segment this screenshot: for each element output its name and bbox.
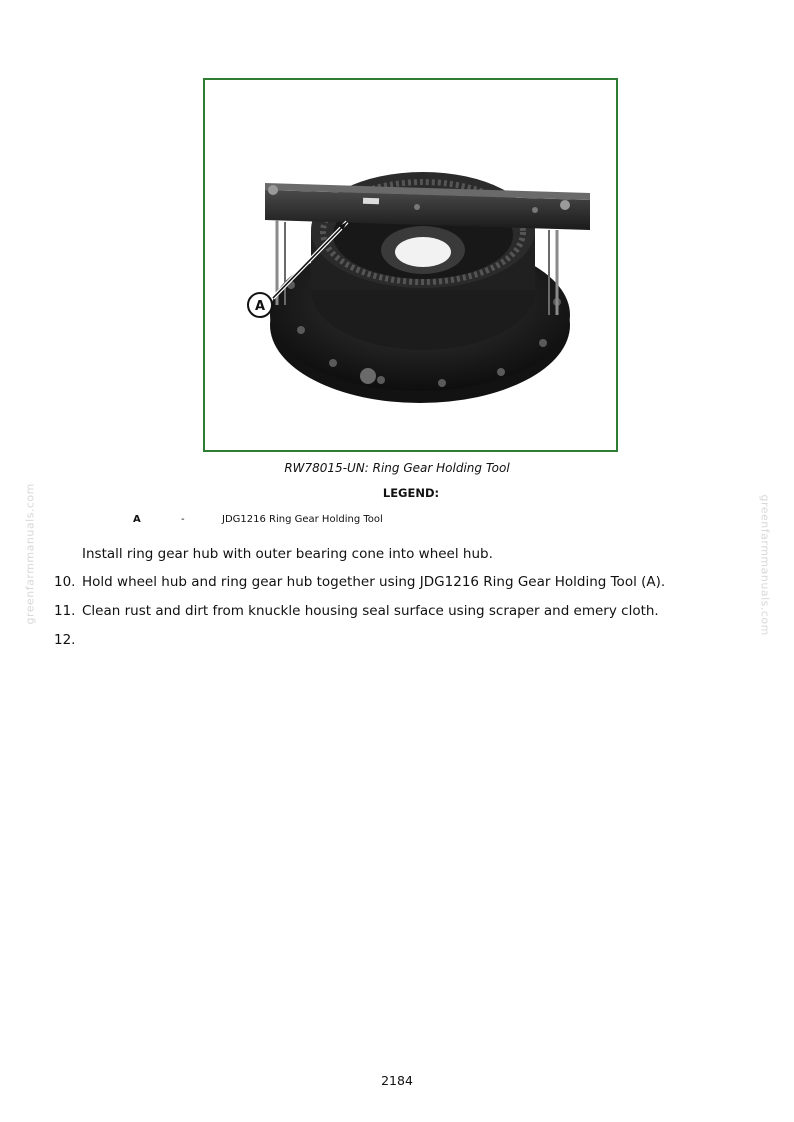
step-text: Clean rust and dirt from knuckle housing seal surface using scraper and emery cloth. bbox=[82, 603, 659, 619]
step-item bbox=[0, 602, 720, 620]
legend-description: JDG1216 Ring Gear Holding Tool bbox=[222, 514, 383, 525]
legend-item bbox=[0, 514, 794, 528]
step-text: Hold wheel hub and ring gear hub together using JDG1216 Ring Gear Holding Tool (A). bbox=[82, 574, 666, 590]
figure-frame bbox=[203, 78, 618, 452]
step-item bbox=[0, 631, 720, 649]
step-number: 11. bbox=[54, 603, 76, 619]
legend-title: LEGEND: bbox=[382, 486, 440, 500]
ring-gear-holding-tool-photo bbox=[205, 80, 616, 450]
legend-separator: - bbox=[181, 514, 185, 525]
step-item bbox=[0, 573, 720, 591]
figure-caption: RW78015-UN: Ring Gear Holding Tool bbox=[284, 461, 510, 475]
legend-key: A bbox=[133, 514, 141, 525]
callout-letter-a: A bbox=[254, 299, 266, 314]
watermark-left: greenfarmmanuals.com bbox=[23, 483, 37, 625]
watermark-right: greenfarmmanuals.com bbox=[758, 494, 772, 636]
page-number: 2184 bbox=[381, 1073, 413, 1088]
step-number: 10. bbox=[54, 574, 76, 590]
step-text: Install ring gear hub with outer bearing cone into wheel hub. bbox=[82, 546, 493, 562]
step-item bbox=[0, 545, 720, 563]
step-number: 12. bbox=[54, 632, 76, 648]
